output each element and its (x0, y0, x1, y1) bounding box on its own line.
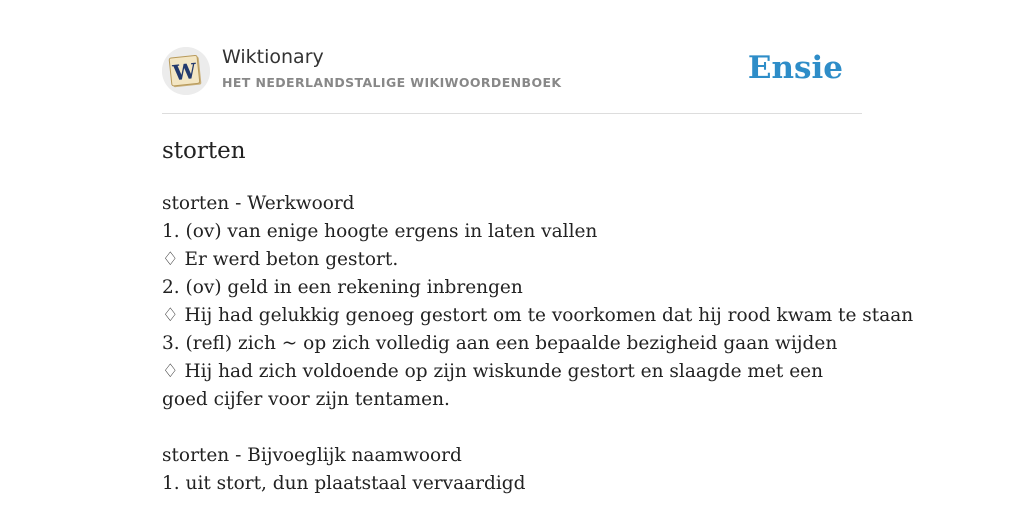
example-line: ♢ Hij had gelukkig genoeg gestort om te voorkomen dat hij rood kwam te staan (162, 305, 914, 326)
section-heading-werkwoord: storten - Werkwoord (162, 193, 355, 214)
svg-text:W: W (171, 57, 198, 86)
section-heading-bijvoeglijk-naamwoord: storten - Bijvoeglijk naamwoord (162, 445, 462, 466)
wiktionary-logo-icon[interactable] (162, 47, 210, 95)
w-tile-icon (162, 47, 210, 95)
page-title: storten (162, 138, 246, 164)
section-spacer (162, 414, 874, 442)
page (162, 0, 914, 494)
ensie-brand-link[interactable]: Ensie (747, 50, 843, 86)
definition-line: 3. (refl) zich ~ op zich volledig aan een bepaalde bezigheid gaan wijden (162, 333, 838, 354)
site-name[interactable]: Wiktionary (222, 46, 324, 68)
example-line: ♢ Hij had zich voldoende op zijn wiskunde gestort en slaagde met een goed cijfer voor zijn tentamen. (162, 361, 824, 410)
definition-line: 2. (ov) geld in een rekening inbrengen (162, 277, 523, 298)
definition-body (162, 190, 914, 498)
example-line: ♢ Er werd beton gestort. (162, 249, 399, 270)
site-header (162, 0, 862, 114)
site-subtitle: HET NEDERLANDSTALIGE WIKIWOORDENBOEK (222, 75, 562, 90)
definition-line: 1. uit stort, dun plaatstaal vervaardigd (162, 473, 526, 494)
definition-line: 1. (ov) van enige hoogte ergens in laten vallen (162, 221, 598, 242)
